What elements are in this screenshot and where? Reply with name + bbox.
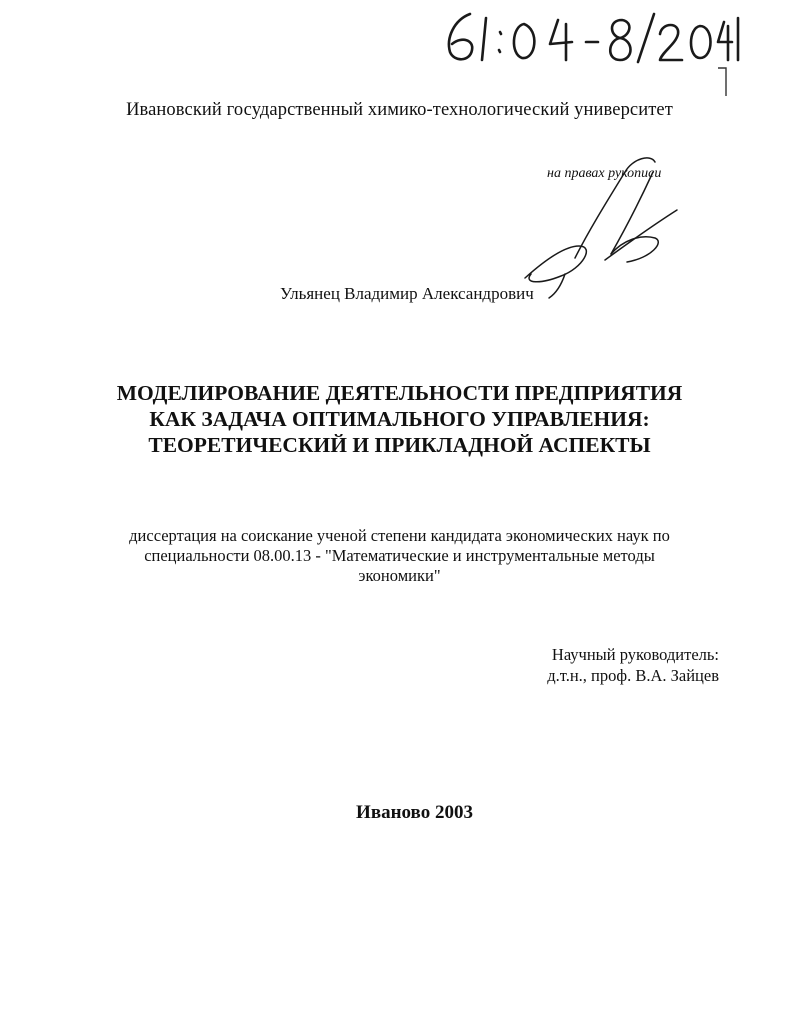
supervisor-block (547, 644, 719, 686)
city-year: Иваново 2003 (356, 802, 473, 823)
title-line: МОДЕЛИРОВАНИЕ ДЕЯТЕЛЬНОСТИ ПРЕДПРИЯТИЯ (116, 381, 683, 405)
degree-statement (0, 526, 799, 586)
university-name: Ивановский государственный химико-технологический университет (126, 100, 673, 120)
degree-line: диссертация на соискание ученой степени кандидата экономических наук по (129, 526, 670, 545)
title-line: КАК ЗАДАЧА ОПТИМАЛЬНОГО УПРАВЛЕНИЯ: (149, 407, 650, 431)
handwritten-archive-code (440, 8, 740, 66)
degree-line: экономики" (358, 566, 441, 585)
supervisor-name: д.т.н., проф. В.А. Зайцев (547, 666, 719, 685)
manuscript-rights-note: на правах рукописи (547, 166, 662, 181)
dissertation-title (0, 380, 799, 458)
author-name: Ульянец Владимир Александрович (280, 284, 534, 303)
degree-line: специальности 08.00.13 - "Математические и инструментальные методы (144, 546, 655, 565)
title-line: ТЕОРЕТИЧЕСКИЙ И ПРИКЛАДНОЙ АСПЕКТЫ (148, 433, 651, 457)
supervisor-label: Научный руководитель: (551, 645, 719, 664)
margin-mark (716, 66, 728, 98)
author-signature (505, 150, 695, 300)
